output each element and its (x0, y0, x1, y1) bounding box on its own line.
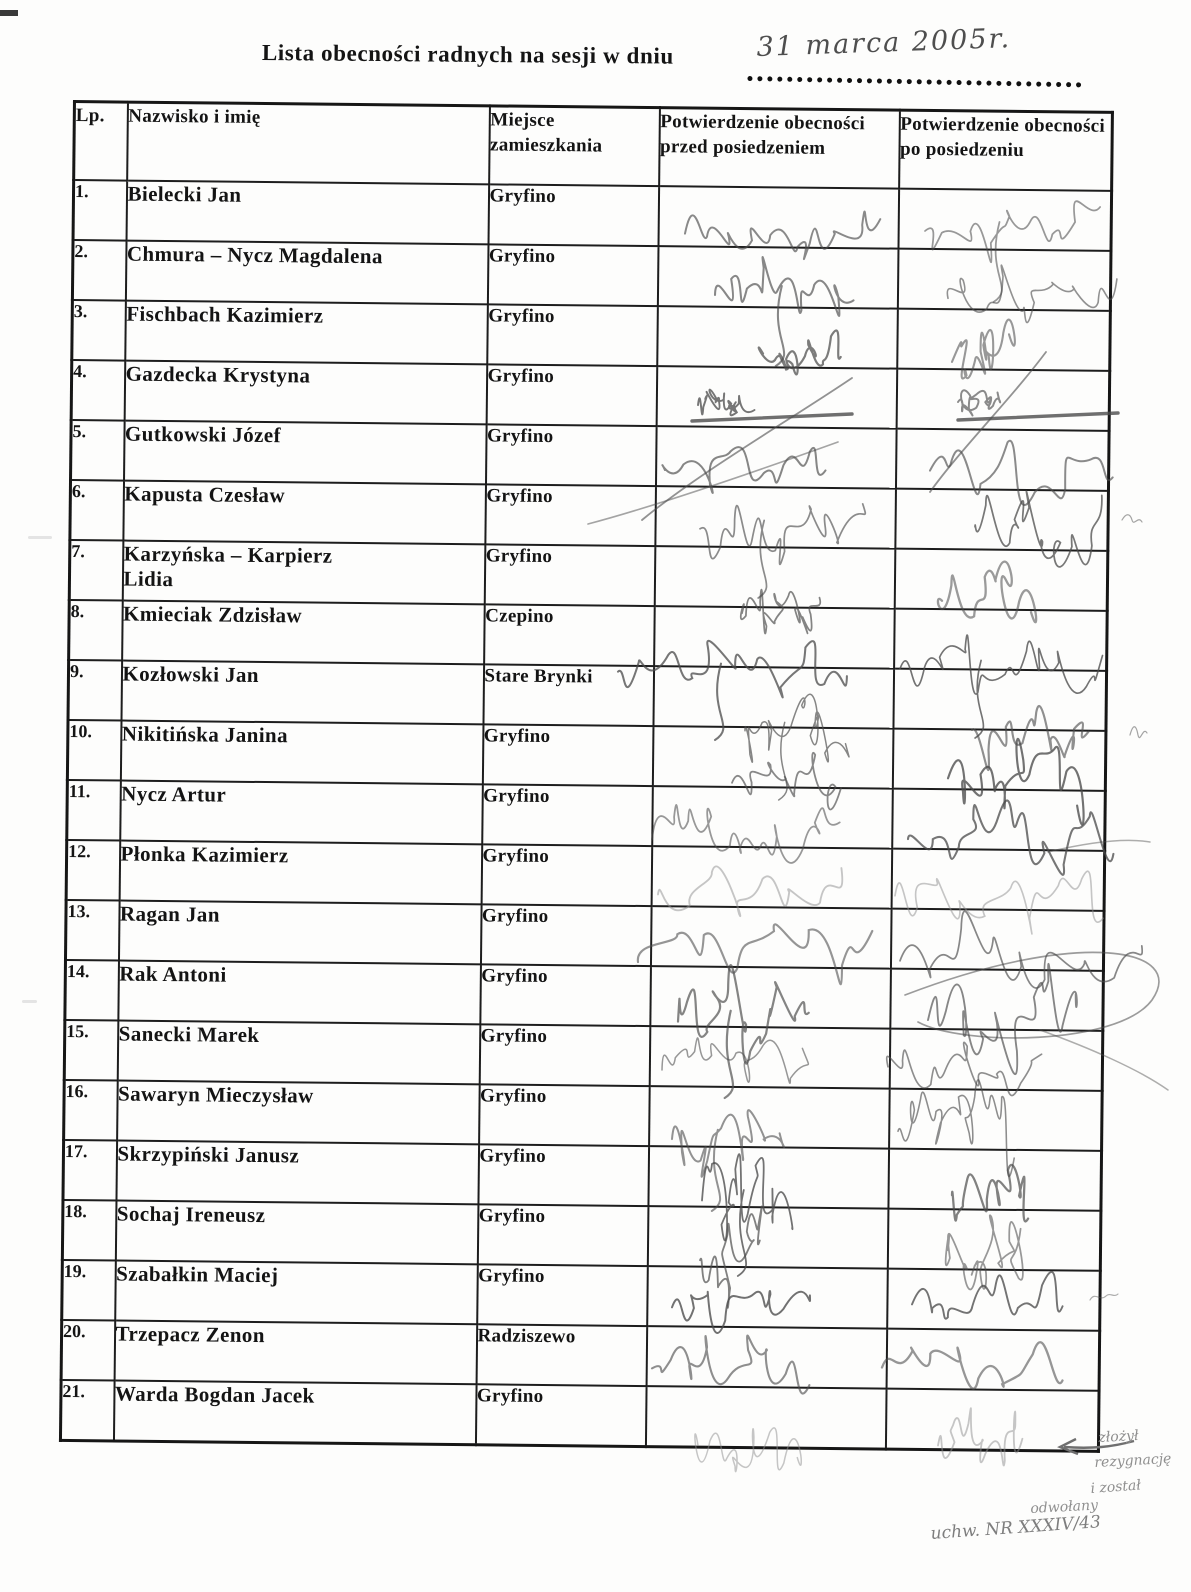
signature-cell-post (889, 1029, 1103, 1091)
councilor-name: Sochaj Ireneusz (115, 1201, 478, 1265)
row-number: 18. (62, 1200, 116, 1261)
signature-cell-pre (649, 1026, 890, 1089)
signature-cell-post (890, 969, 1104, 1031)
signature-cell-pre (656, 366, 897, 429)
residence: Gryfino (481, 844, 652, 906)
table-row (63, 1140, 1102, 1211)
row-number: 2. (72, 240, 126, 301)
residence: Gryfino (485, 484, 656, 546)
residence: Gryfino (486, 364, 657, 426)
signature-cell-post (885, 1389, 1099, 1452)
signature-cell-post (891, 849, 1105, 911)
row-number: 6. (70, 480, 124, 541)
table-row (72, 240, 1111, 311)
signature-cell-pre (646, 1326, 887, 1389)
councilor-name: Ragan Jan (118, 901, 481, 965)
signature-cell-pre (652, 726, 893, 789)
table-body (60, 180, 1111, 1451)
signature-cell-post (898, 189, 1112, 251)
councilor-name: Kozłowski Jan (121, 661, 484, 725)
signature-cell-pre (645, 1386, 886, 1449)
table-row (65, 960, 1104, 1031)
row-number: 10. (67, 720, 121, 781)
table-row (66, 840, 1105, 911)
signature-cell-pre (658, 186, 899, 249)
residence: Gryfino (480, 904, 651, 966)
table-row (64, 1020, 1103, 1091)
councilor-name: Gazdecka Krystyna (124, 361, 487, 425)
signature-cell-pre (652, 786, 893, 849)
residence: Radziszewo (476, 1324, 647, 1386)
row-number: 8. (69, 600, 123, 661)
councilor-name: Fischbach Kazimierz (125, 301, 488, 365)
signature-cell-pre (650, 906, 891, 969)
table-row (70, 480, 1109, 551)
col-header-place: Miejsce zamieszkania (489, 106, 660, 186)
councilor-name: Rak Antoni (118, 961, 481, 1025)
row-number: 1. (73, 180, 127, 241)
signature-cell-post (893, 669, 1107, 731)
signature-cell-post (896, 369, 1110, 431)
table-header (74, 102, 1113, 191)
residence: Gryfino (482, 724, 653, 786)
councilor-name: Sawaryn Mieczysław (117, 1081, 480, 1145)
col-header-post: Potwierdzenie obecności po posiedzeniu (899, 110, 1113, 191)
table-row (73, 180, 1112, 251)
signature-cell-pre (647, 1206, 888, 1269)
signature-cell-pre (647, 1266, 888, 1329)
row-number: 20. (61, 1320, 115, 1381)
residence: Stare Brynki (483, 664, 654, 726)
scan-smudge (22, 1000, 37, 1003)
signature-cell-post (892, 729, 1106, 791)
signature-cell-post (894, 609, 1108, 671)
table-row (71, 360, 1110, 431)
councilor-name: Szabałkin Maciej (115, 1261, 478, 1325)
signature-cell-post (892, 789, 1106, 851)
councilor-name: Płonka Kazimierz (119, 841, 482, 905)
residence: Gryfino (485, 424, 656, 486)
scan-corner-artifact (0, 10, 18, 16)
councilor-name: Skrzypiński Janusz (116, 1141, 479, 1205)
table-row (71, 420, 1110, 491)
councilor-name: Karzyńska – Karpierz Lidia (122, 541, 485, 605)
signature-cell-post (890, 909, 1104, 971)
margin-note-line: odwołany (1030, 1497, 1099, 1517)
residence: Gryfino (487, 244, 658, 306)
row-number: 9. (68, 660, 122, 721)
signature-cell-post (895, 489, 1109, 551)
margin-note-line: i został (1090, 1477, 1142, 1497)
signature-cell-post (886, 1329, 1100, 1391)
signature-cell-post (895, 429, 1109, 491)
row-number: 13. (65, 900, 119, 961)
row-number: 7. (69, 540, 123, 601)
table-row (62, 1200, 1101, 1271)
signature-cell-pre (651, 846, 892, 909)
col-header-pre: Potwierdzenie obecności przed posiedzeniem (659, 108, 900, 189)
row-number: 12. (66, 840, 120, 901)
margin-note-reference: uchw. NR XXXIV/43 (930, 1512, 1102, 1544)
signature-cell-pre (655, 486, 896, 549)
signature-cell-post (887, 1209, 1101, 1271)
signature-cell-pre (655, 426, 896, 489)
margin-note-line: złożył (1098, 1427, 1139, 1446)
row-number: 3. (72, 300, 126, 361)
councilor-name: Sanecki Marek (117, 1021, 480, 1085)
signature-cell-post (897, 309, 1111, 371)
residence: Gryfino (487, 304, 658, 366)
table-row (69, 540, 1108, 611)
councilor-name: Kapusta Czesław (123, 481, 486, 545)
scan-smudge (28, 536, 52, 539)
col-header-lp: Lp. (74, 102, 128, 181)
councilor-name: Nycz Artur (120, 781, 483, 845)
residence: Gryfino (488, 184, 659, 246)
row-number: 4. (71, 360, 125, 421)
residence: Gryfino (478, 1144, 649, 1206)
residence: Czepino (484, 604, 655, 666)
signature-cell-post (897, 249, 1111, 311)
margin-note-line: rezygnację (1094, 1450, 1172, 1471)
councilor-name: Gutkowski Józef (124, 421, 487, 485)
signature-cell-pre (657, 306, 898, 369)
councilor-name: Trzepacz Zenon (114, 1321, 477, 1385)
table-row (67, 720, 1106, 791)
signature-flourish (1130, 727, 1147, 738)
residence: Gryfino (477, 1204, 648, 1266)
signature-cell-post (889, 1089, 1103, 1151)
signature-cell-pre (657, 246, 898, 309)
signature-flourish (1122, 515, 1142, 523)
table-row (72, 300, 1111, 371)
residence: Gryfino (475, 1384, 646, 1446)
residence: Gryfino (479, 1084, 650, 1146)
table-row (61, 1320, 1100, 1391)
councilor-name: Warda Bogdan Jacek (113, 1381, 476, 1445)
signature-cell-pre (653, 666, 894, 729)
row-number: 15. (64, 1020, 118, 1081)
handwritten-date: 31 marca 2005r. (756, 23, 1012, 63)
residence: Gryfino (480, 964, 651, 1026)
col-header-name: Nazwisko i imię (127, 102, 490, 184)
councilor-name: Bielecki Jan (126, 181, 489, 245)
table-row (60, 1380, 1099, 1451)
signature-cell-pre (654, 546, 895, 609)
signature-cell-post (887, 1269, 1101, 1331)
row-number: 21. (60, 1380, 114, 1441)
residence: Gryfino (477, 1264, 648, 1326)
row-number: 14. (65, 960, 119, 1021)
councilor-name: Nikitińska Janina (120, 721, 483, 785)
councilor-name: Kmieciak Zdzisław (122, 601, 485, 665)
table-row (62, 1260, 1101, 1331)
row-number: 5. (71, 420, 125, 481)
residence: Gryfino (482, 784, 653, 846)
residence: Gryfino (484, 544, 655, 606)
table-row (65, 900, 1104, 971)
signature-cell-pre (648, 1146, 889, 1209)
page-title: Lista obecności radnych na sesji w dniu (261, 40, 674, 69)
signature-cell-pre (654, 606, 895, 669)
row-number: 19. (62, 1260, 116, 1321)
table-row (64, 1080, 1103, 1151)
signature-cell-pre (650, 966, 891, 1029)
row-number: 17. (63, 1140, 117, 1201)
signature-cell-post (888, 1149, 1102, 1211)
table-row (68, 660, 1107, 731)
residence: Gryfino (479, 1024, 650, 1086)
signature-cell-post (894, 549, 1108, 611)
row-number: 11. (67, 780, 121, 841)
councilor-name: Chmura – Nycz Magdalena (125, 241, 488, 305)
table-row (69, 600, 1108, 671)
table-row (67, 780, 1106, 851)
signature-cell-pre (649, 1086, 890, 1149)
attendance-table (59, 100, 1114, 1453)
row-number: 16. (64, 1080, 118, 1141)
